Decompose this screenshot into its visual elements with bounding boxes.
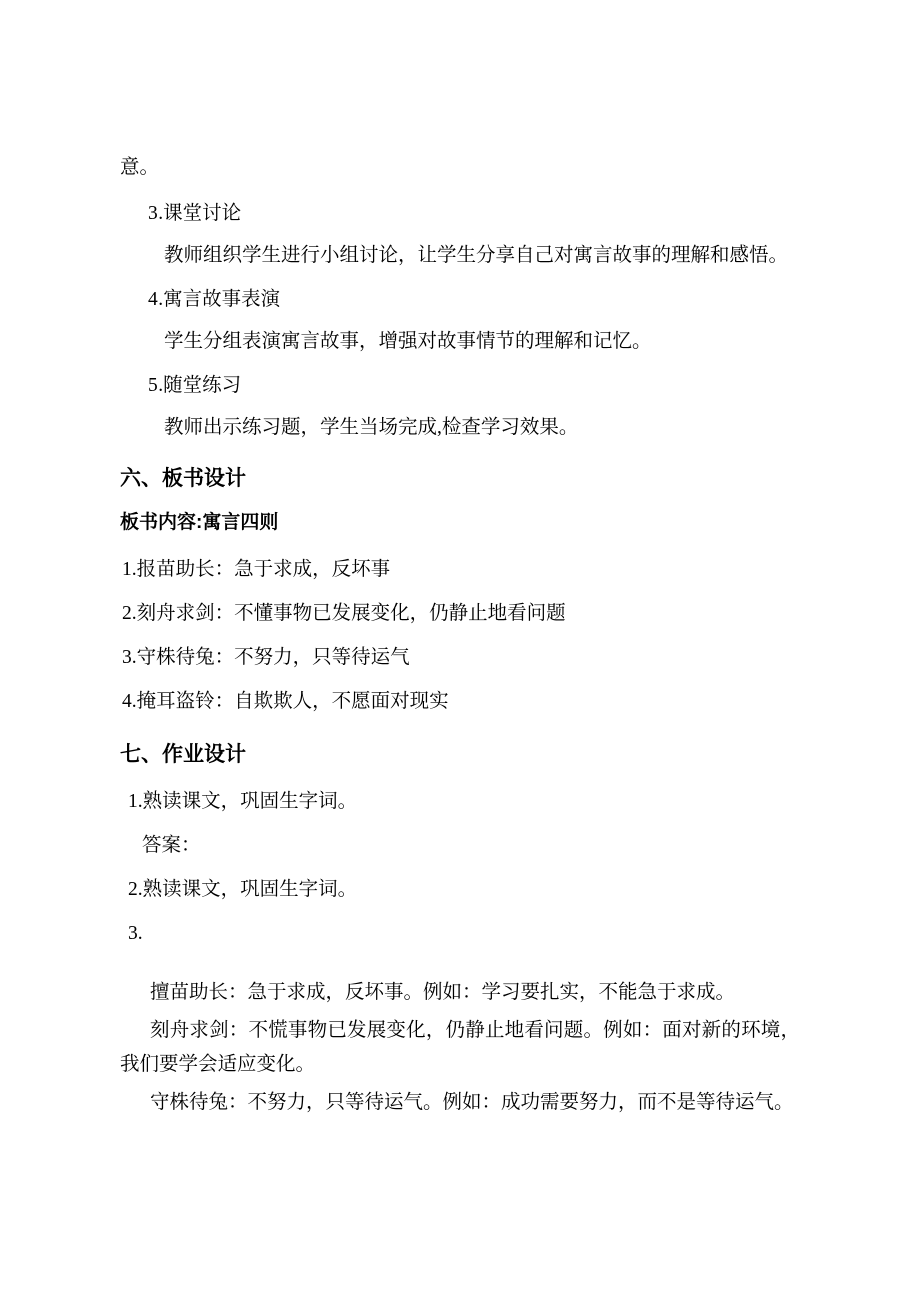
- board-item-dot-3: .: [131, 647, 137, 668]
- homework-item-3: [120, 914, 800, 954]
- homework-item-dot-2: .: [137, 879, 143, 900]
- board-item-number-1: 1: [122, 559, 132, 580]
- step-item-5: [120, 368, 800, 404]
- example-line-3: 守株待兔：不努力，只等待运气。例如：成功需要努力，而不是等待运气。: [150, 1092, 794, 1113]
- document-body: [120, 150, 800, 1119]
- board-item-number-3: 3: [122, 647, 132, 668]
- homework-item-number-2: 2: [128, 879, 138, 900]
- homework-item-dot-3: .: [137, 923, 143, 944]
- board-item-dot-2: .: [131, 603, 137, 624]
- homework-item-text-1: 熟读课文，巩固生字词。: [142, 791, 358, 812]
- homework-item-dot-1: .: [137, 791, 143, 812]
- step-title-5: 随堂练习: [163, 375, 242, 396]
- homework-item-number-3: 3: [128, 923, 138, 944]
- example-line-2: 刻舟求剑：不慌事物已发展变化，仍静止地看问题。例如：面对新的环境，我们要学会适应变化。: [120, 1020, 800, 1075]
- step-number-5: 5: [148, 375, 159, 396]
- step-item-4: [120, 282, 800, 318]
- board-item-number-4: 4: [122, 691, 132, 712]
- homework-item-1: [120, 782, 800, 822]
- step-item-3: [120, 196, 800, 232]
- continued-text-fragment: 意。: [120, 157, 160, 178]
- homework-item-number-1: 1: [128, 791, 138, 812]
- step-detail-4: 学生分组表演寓言故事，增强对故事情节的理解和记忆。: [164, 331, 652, 352]
- board-item-4: [120, 682, 800, 722]
- board-item-text-2: 刻舟求剑：不懂事物已发展变化，仍静止地看问题: [136, 603, 566, 624]
- board-item-3: [120, 638, 800, 678]
- section-heading-homework-design: 七、作业设计: [120, 743, 246, 766]
- step-dot-4: .: [158, 289, 164, 310]
- step-title-4: 寓言故事表演: [163, 289, 281, 310]
- example-line-1: 擅苗助长：急于求成，反坏事。例如：学习要扎实，不能急于求成。: [150, 982, 736, 1003]
- board-item-dot-4: .: [131, 691, 137, 712]
- homework-item-text-2: 熟读课文，巩固生字词。: [142, 879, 358, 900]
- step-number-4: 4: [148, 289, 159, 310]
- board-subtitle: 板书内容:寓言四则: [120, 512, 279, 533]
- board-item-number-2: 2: [122, 603, 132, 624]
- step-number-3: 3: [148, 203, 159, 224]
- board-item-text-1: 报苗助长：急于求成，反坏事: [136, 559, 391, 580]
- step-dot-5: .: [158, 375, 164, 396]
- examples-block: [120, 976, 800, 1119]
- board-item-dot-1: .: [131, 559, 137, 580]
- section-heading-board-design: 六、板书设计: [120, 467, 246, 490]
- homework-item-2: [120, 870, 800, 910]
- step-title-3: 课堂讨论: [163, 203, 242, 224]
- step-dot-3: .: [158, 203, 164, 224]
- board-item-text-3: 守株待兔：不努力，只等待运气: [136, 647, 410, 668]
- board-item-2: [120, 594, 800, 634]
- step-detail-3: 教师组织学生进行小组讨论，让学生分享自己对寓言故事的理解和感悟。: [164, 245, 789, 266]
- homework-answer-label: 答案：: [142, 835, 201, 856]
- step-detail-5: 教师出示练习题，学生当场完成,检查学习效果。: [164, 417, 579, 438]
- board-item-text-4: 掩耳盗铃：自欺欺人，不愿面对现实: [136, 691, 449, 712]
- board-item-1: [120, 550, 800, 590]
